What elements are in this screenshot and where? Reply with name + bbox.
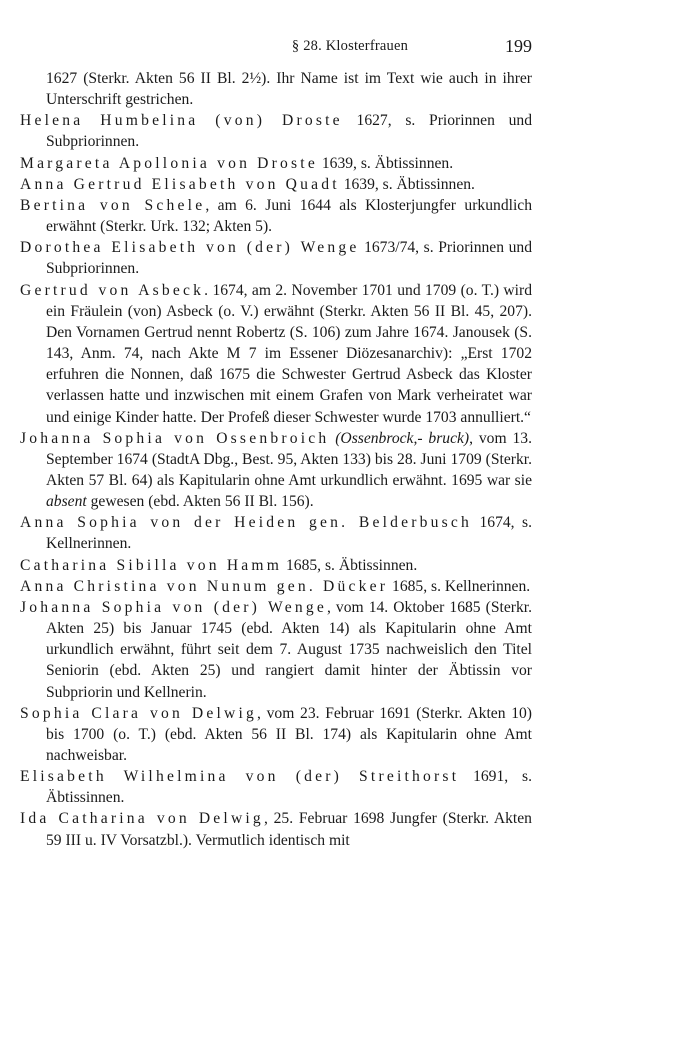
entry-text: 1627, s. Priorinnen und Subpriorinnen. bbox=[46, 112, 532, 151]
person-name: Johanna Sophia von (der) Wenge bbox=[20, 598, 327, 616]
entry-text: 1685, s. Kellnerinnen. bbox=[388, 577, 531, 595]
name-variant: (Ossenbrock,- bruck) bbox=[335, 429, 470, 447]
continuation-paragraph: 1627 (Sterkr. Akten 56 II Bl. 2½). Ihr Name ist im Text wie auch in ihrer Unterschrift gestrichen. bbox=[46, 70, 532, 109]
entry-text-after: gewesen (ebd. Akten 56 II Bl. 156). bbox=[86, 493, 314, 511]
entry-text: 1691, s. Äbtissinnen. bbox=[46, 768, 533, 807]
page-header bbox=[0, 36, 700, 58]
person-name: Dorothea Elisabeth von (der) Wenge bbox=[20, 239, 360, 257]
entry-text: , vom 13. September 1674 (StadtA Dbg., Best. 95, Akten 133) bis 28. Juni 1709 (Sterkr. Akten 57 Bl. 64) als Kapitularin ohne Amt urkundlich erwähnt. 1695 war sie bbox=[46, 429, 532, 489]
entry bbox=[20, 555, 532, 576]
entry bbox=[20, 576, 532, 597]
entry bbox=[20, 808, 532, 850]
entry-text: , vom 14. Oktober 1685 (Sterkr. Akten 25) bis Januar 1745 (ebd. Akten 14) als Kapitularin ohne Amt urkundlich erwähnt, führt seit dem 7. August 1735 nachweislich den Titel Seniorin (ebd. Akten 25) und rangiert damit hinter der Äbtissin vor Subpriorin und Kellnerin. bbox=[46, 598, 532, 701]
entry-text: , vom 23. Februar 1691 (Sterkr. Akten 10) bis 1700 (o. T.) (ebd. Akten 56 II Bl. 174) als Kapitularin ohne Amt nachweisbar. bbox=[46, 704, 532, 764]
entry-text: 1674, s. Kellnerinnen. bbox=[46, 514, 532, 553]
entry bbox=[20, 153, 532, 174]
entry bbox=[20, 703, 532, 766]
person-name: Margareta Apollonia von Droste bbox=[20, 154, 318, 172]
entry bbox=[20, 597, 532, 703]
entry-text: 1639, s. Äbtissinnen. bbox=[317, 154, 454, 172]
running-head: § 28. Klosterfrauen bbox=[291, 38, 409, 54]
entry-text: 1673/74, s. Priorinnen und Subpriorinnen. bbox=[46, 239, 532, 278]
person-name: Anna Christina von Nunum gen. Dücker bbox=[20, 577, 389, 595]
entry bbox=[20, 428, 532, 513]
text-body bbox=[20, 68, 532, 851]
entry bbox=[20, 237, 532, 279]
person-name: Anna Sophia von der Heiden gen. Belderbusch bbox=[20, 514, 473, 532]
entry-text: . 1674, am 2. November 1701 und 1709 (o. T.) wird ein Fräulein (von) Asbeck (o. V.) erwähnt (Sterkr. Akten 56 II Bl. 45, 207). Den Vornamen Gertrud nennt Robertz (S. 106) zum Jahre 1674. Janousek (S. 143, Anm. 74, nach Akte M 7 im Essener Diözesanarchiv): „Erst 1702 erfuhren die Nonnen, daß 1675 die Schwester Gertrud Asbeck das Kloster verlassen hatte und inzwischen mit einem Grafen von Mark verheiratet war und einige Kinder hatte. Der Profeß dieser Schwester wurde 1703 annulliert.“ bbox=[46, 281, 533, 426]
entry-text: 1685, s. Äbtissinnen. bbox=[282, 556, 418, 574]
italic-word: absent bbox=[46, 493, 87, 511]
person-name: Helena Humbelina (von) Droste bbox=[20, 112, 343, 130]
person-name: Elisabeth Wilhelmina von (der) Streithorst bbox=[20, 768, 460, 786]
entry bbox=[20, 512, 532, 554]
entry bbox=[20, 280, 532, 428]
entry bbox=[20, 766, 532, 808]
entry bbox=[20, 110, 532, 152]
person-name: Sophia Clara von Delwig bbox=[20, 704, 258, 722]
entry-text: , 25. Februar 1698 Jungfer (Sterkr. Akten 59 III u. IV Vorsatzbl.). Vermutlich identisch mit bbox=[46, 810, 532, 849]
person-name: Anna Gertrud Elisabeth von Quadt bbox=[20, 175, 340, 193]
person-name: Gertrud von Asbeck bbox=[20, 281, 205, 299]
entry-text: 1639, s. Äbtissinnen. bbox=[339, 175, 475, 193]
person-name: Catharina Sibilla von Hamm bbox=[20, 556, 283, 574]
person-name: Ida Catharina von Delwig bbox=[20, 810, 264, 828]
person-name: Bertina von Schele bbox=[20, 196, 206, 214]
entry bbox=[20, 195, 532, 237]
person-name: Johanna Sophia von Ossenbroich bbox=[20, 429, 330, 447]
entry-text: , am 6. Juni 1644 als Klosterjungfer urkundlich erwähnt (Sterkr. Urk. 132; Akten 5). bbox=[46, 196, 532, 236]
entry bbox=[20, 174, 532, 195]
page-number: 199 bbox=[505, 36, 532, 56]
